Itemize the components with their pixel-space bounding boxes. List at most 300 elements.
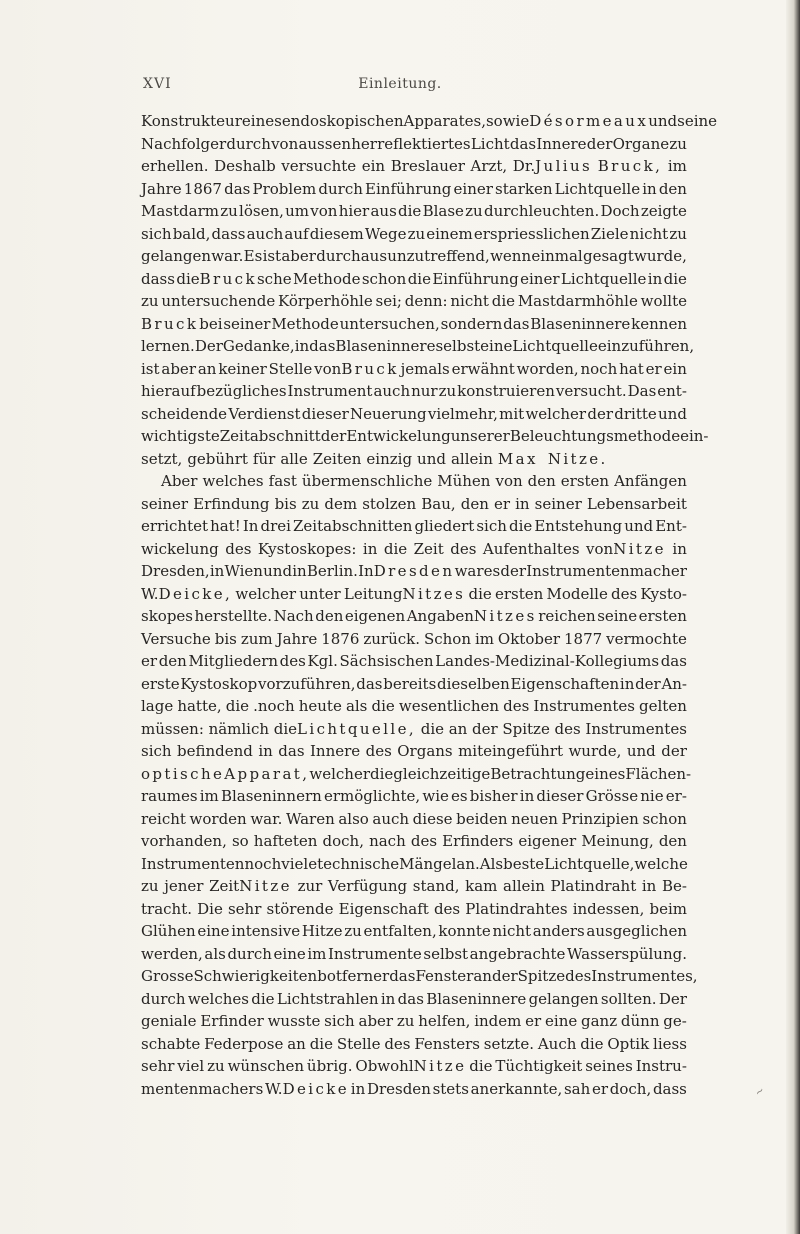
- word: scheidende: [141, 404, 228, 423]
- word: Lichtquelle: [560, 269, 647, 288]
- word: nie: [640, 787, 664, 805]
- word: des: [225, 539, 252, 558]
- word: Zeit: [209, 877, 240, 895]
- word: diesem: [309, 224, 364, 243]
- word: den: [527, 472, 556, 490]
- word: skopes: [141, 607, 193, 625]
- word: dünn: [620, 1012, 660, 1030]
- word: nicht: [629, 224, 669, 243]
- word: der: [491, 967, 518, 985]
- word: erste: [141, 674, 180, 693]
- word: Angaben: [406, 607, 474, 625]
- word: wickelung: [141, 539, 219, 558]
- word: eigener: [518, 832, 577, 850]
- word: durchleuchten.: [483, 202, 600, 220]
- word: Blaseninnern: [220, 787, 322, 805]
- word: Innere: [536, 134, 587, 153]
- word: die: [580, 1034, 604, 1053]
- word: konstruieren: [457, 382, 555, 400]
- word: liess: [653, 1034, 687, 1053]
- word: vorhanden,: [141, 832, 227, 850]
- word: wichtigste: [141, 427, 220, 445]
- word: hier: [338, 202, 370, 220]
- word: durch: [227, 944, 272, 963]
- word: in: [380, 989, 396, 1008]
- word: gelangen: [528, 989, 599, 1008]
- spaced-name-word: Deicke: [282, 1079, 350, 1098]
- text-line: [141, 178, 687, 201]
- spaced-name-word: Nitzes: [473, 607, 537, 625]
- word: Methode: [293, 269, 361, 288]
- word: untersuchende: [161, 292, 276, 310]
- word: an: [287, 1034, 306, 1053]
- word: der: [661, 742, 687, 760]
- word: Instrumentes,: [591, 967, 698, 985]
- text-line: [141, 740, 687, 763]
- word: Die: [197, 899, 223, 918]
- word: es: [451, 787, 468, 805]
- word: endoskopischen: [281, 112, 404, 130]
- word: die: [273, 719, 298, 738]
- word: welcher: [525, 404, 587, 423]
- word: Ent-: [655, 517, 687, 535]
- word: des: [611, 584, 638, 603]
- word: Kystoskopes:: [257, 539, 357, 558]
- joined-word: [358, 560, 454, 583]
- word: der: [586, 134, 613, 153]
- word: Instrumentenmacher: [526, 562, 687, 580]
- word: konnte: [438, 922, 491, 940]
- word: des: [450, 539, 477, 558]
- word: welche: [634, 854, 688, 873]
- word: dieser: [536, 787, 584, 805]
- word: Fenster: [415, 967, 474, 985]
- word: zu: [396, 1012, 415, 1030]
- word: in: [619, 674, 635, 693]
- word: gelangen: [141, 247, 212, 265]
- word: in: [294, 337, 310, 355]
- text-line: [141, 898, 687, 921]
- word: dass: [211, 224, 246, 243]
- word: zu: [301, 494, 320, 513]
- text-line: [141, 763, 692, 786]
- word: wurde,: [633, 247, 687, 265]
- word: und: [658, 404, 687, 423]
- word: den: [158, 652, 187, 670]
- text-line: [141, 403, 687, 426]
- word: zu: [207, 1057, 225, 1075]
- text-line: [141, 920, 687, 943]
- word: Optik: [607, 1034, 650, 1053]
- running-head: [0, 76, 800, 100]
- word: Dr.: [512, 157, 536, 175]
- word: Leitung: [343, 584, 403, 603]
- word: geniale: [141, 1012, 197, 1030]
- word: dass: [141, 269, 175, 288]
- word: raumes: [141, 787, 198, 805]
- word: Problem: [252, 179, 317, 198]
- text-line: [141, 695, 687, 718]
- text-line: [141, 425, 709, 448]
- word: es: [483, 562, 501, 580]
- text-line: [141, 380, 687, 403]
- word: anders: [532, 922, 585, 940]
- word: kam: [465, 877, 498, 895]
- word: dieselben: [436, 674, 510, 693]
- page-number: XVI: [143, 76, 172, 92]
- word: Verfügung: [327, 877, 408, 895]
- word: das: [224, 179, 251, 198]
- word: gebührt: [187, 449, 248, 468]
- word: gliedert: [414, 517, 475, 535]
- word: gelten: [639, 697, 687, 715]
- word: auf: [284, 224, 309, 243]
- word: die: [309, 1034, 333, 1053]
- word: das: [660, 652, 687, 670]
- word: An-: [661, 674, 687, 693]
- word: eigenen: [344, 607, 406, 625]
- word: eines: [585, 764, 626, 783]
- word: des: [433, 899, 461, 918]
- text-line: [141, 988, 687, 1011]
- word: eines: [241, 112, 282, 130]
- word: zu: [465, 202, 483, 220]
- word: reichen: [538, 607, 596, 625]
- word: die: [176, 269, 200, 288]
- word: keiner: [218, 359, 267, 378]
- word: ist: [141, 359, 160, 378]
- word: und: [626, 742, 656, 760]
- word: Modelle: [546, 584, 608, 603]
- word: Wege: [364, 224, 407, 243]
- word: Be-: [661, 877, 687, 895]
- joined-word: [314, 358, 399, 381]
- word: Arzt,: [470, 157, 508, 175]
- word: aus: [370, 202, 397, 220]
- word: Fensters: [414, 1034, 480, 1053]
- word: Waren: [285, 809, 335, 828]
- word: einer: [453, 179, 493, 198]
- word: indessen,: [572, 899, 645, 918]
- word: Jahre: [141, 179, 182, 198]
- word: Wasserspülung.: [567, 944, 687, 963]
- word: Platindrahtes: [465, 899, 568, 918]
- joined-word: [176, 268, 291, 291]
- word: als: [204, 944, 226, 963]
- word: Organe: [612, 134, 670, 153]
- word: Obwohl: [355, 1057, 414, 1075]
- word: Eigenschaften: [510, 674, 620, 693]
- word: und: [648, 112, 678, 130]
- word: doch,: [322, 832, 364, 850]
- word: Mastdarmhöhle: [517, 292, 638, 310]
- word: W.: [265, 1079, 283, 1098]
- word: Glühen: [141, 922, 196, 940]
- word: Blaseninnere: [530, 314, 631, 333]
- spaced-name-word: Lichtquelle,: [297, 719, 417, 738]
- word: viele: [281, 854, 318, 873]
- word: auch: [246, 224, 284, 243]
- word: seine: [597, 607, 638, 625]
- word: von: [271, 134, 299, 153]
- word: Deshalb: [214, 157, 276, 175]
- word: stand,: [412, 877, 460, 895]
- word: in: [209, 562, 225, 580]
- word: Instrumenten: [141, 854, 245, 873]
- word: für: [252, 449, 276, 468]
- word: in: [641, 877, 657, 895]
- word: zu: [344, 922, 362, 940]
- word: anerkannte,: [470, 1079, 563, 1098]
- word: Als: [479, 854, 504, 873]
- word: hatte,: [177, 697, 222, 715]
- word: ersten: [560, 472, 610, 490]
- word: in: [519, 787, 535, 805]
- word: erhellen.: [141, 157, 209, 175]
- joined-word: [274, 718, 416, 741]
- word: sche: [256, 269, 292, 288]
- word: Blaseninnere: [426, 989, 527, 1008]
- word: neuen: [511, 809, 558, 828]
- word: das: [356, 674, 383, 693]
- word: setzte.: [483, 1034, 534, 1053]
- text-line: [141, 1033, 687, 1056]
- word: eine: [273, 944, 306, 963]
- word: das: [309, 337, 336, 355]
- word: lösen,: [239, 202, 284, 220]
- word: miteingeführt: [458, 742, 564, 760]
- word: zu: [669, 134, 687, 153]
- spaced-name-word: Nitzes: [402, 584, 466, 603]
- word: wollte: [640, 292, 687, 310]
- word: Instru-: [635, 1057, 687, 1075]
- word: Oktober: [497, 629, 561, 648]
- word: die: [251, 989, 275, 1008]
- word: hat!: [210, 517, 241, 535]
- word: werden,: [141, 944, 203, 963]
- word: durch: [141, 989, 186, 1008]
- word: zu: [438, 382, 457, 400]
- word: Instrumentes: [533, 697, 635, 715]
- text-line: [141, 313, 687, 336]
- text-line: [141, 155, 687, 178]
- word: Schon: [423, 629, 471, 648]
- body-text: [141, 110, 718, 1100]
- word: Versuche: [141, 629, 211, 648]
- word: schon: [361, 269, 407, 288]
- word: beim: [649, 899, 687, 918]
- word: zeigte: [640, 202, 687, 220]
- word: unserer: [450, 427, 510, 445]
- spaced-name-word: Nitze: [613, 539, 666, 558]
- word: ferner: [341, 967, 390, 985]
- word: bot: [317, 967, 342, 985]
- word: reicht: [141, 809, 186, 828]
- text-line: [141, 673, 687, 696]
- word: her: [351, 134, 377, 153]
- word: die: [383, 539, 408, 558]
- page-edge-shadow: [786, 0, 800, 1234]
- word: welches: [202, 472, 264, 490]
- word: helfen,: [418, 1012, 471, 1030]
- word: bis: [214, 629, 237, 648]
- word: Lichtquelle,: [544, 854, 635, 873]
- word: Platindraht: [550, 877, 637, 895]
- word: angebrachte: [469, 944, 566, 963]
- word: vorzuführen,: [257, 674, 356, 693]
- word: alle: [280, 449, 308, 468]
- word: sowie: [485, 112, 530, 130]
- word: er: [141, 652, 158, 670]
- text-line: [141, 560, 687, 583]
- word: bezügliches: [196, 382, 287, 400]
- spaced-name-word: Bruck: [199, 269, 257, 288]
- word: stolzen: [362, 494, 417, 513]
- word: schon: [642, 809, 687, 828]
- word: sehr: [227, 899, 262, 918]
- joined-word: [209, 875, 292, 898]
- word: erspriesslichen: [473, 224, 590, 243]
- word: seine: [677, 112, 718, 130]
- word: Entstehung: [534, 517, 623, 535]
- word: tracht.: [141, 899, 192, 918]
- word: erwähnt: [451, 359, 515, 378]
- word: diese: [412, 809, 453, 828]
- word: im: [199, 787, 219, 805]
- word: war.: [250, 809, 283, 828]
- word: bei: [199, 314, 223, 333]
- word: übrig.: [306, 1057, 353, 1075]
- text-line: [141, 1078, 687, 1101]
- word: Berlin.: [306, 562, 358, 580]
- word: als: [345, 697, 368, 715]
- word: Tüchtigkeit: [495, 1057, 583, 1075]
- word: des: [565, 967, 592, 985]
- word: in: [362, 539, 378, 558]
- word: wenn: [490, 247, 532, 265]
- word: den: [658, 832, 687, 850]
- word: Grösse: [585, 787, 639, 805]
- word: an: [197, 359, 217, 378]
- word: war: [454, 562, 484, 580]
- word: ersten: [638, 607, 687, 625]
- word: Mühen: [437, 472, 491, 490]
- word: dritte: [614, 404, 657, 423]
- joined-word: [407, 605, 537, 628]
- word: welcher: [235, 584, 297, 603]
- word: untersuchen,: [339, 314, 440, 333]
- word: im: [474, 629, 494, 648]
- word: ersten: [494, 584, 544, 603]
- word: einzuführen,: [597, 337, 695, 355]
- word: Blaseninnere: [335, 337, 436, 355]
- word: des: [503, 697, 530, 715]
- word: der: [500, 562, 527, 580]
- spaced-name-word: Dresden: [373, 562, 455, 580]
- text-line: [141, 538, 687, 561]
- word: setzt,: [141, 449, 183, 468]
- word: technische: [317, 854, 400, 873]
- word: ent-: [657, 382, 687, 400]
- text-line: [141, 358, 687, 381]
- word: Blase: [422, 202, 464, 220]
- word: übermenschliche: [301, 472, 433, 490]
- word: Zeit: [413, 539, 444, 558]
- text-line: [141, 853, 687, 876]
- word: Mitgliedern: [188, 652, 279, 670]
- word: ermöglichte,: [323, 787, 421, 805]
- word: sollten.: [600, 989, 657, 1008]
- word: also: [338, 809, 369, 828]
- word: Meinung,: [581, 832, 654, 850]
- word: im: [307, 944, 327, 963]
- word: Federpose: [204, 1034, 284, 1053]
- word: dem: [324, 494, 358, 513]
- margin-mark: ~: [751, 1083, 768, 1100]
- text-line: [141, 268, 687, 291]
- word: bald,: [172, 224, 211, 243]
- word: Mastdarm: [141, 202, 219, 220]
- word: heute: [298, 697, 342, 715]
- word: an: [448, 719, 468, 738]
- word: er: [493, 494, 511, 513]
- text-line: [141, 448, 687, 471]
- word: 1867: [183, 179, 222, 198]
- spaced-name-word: Bruck,: [597, 157, 663, 175]
- word: vermochte: [606, 629, 687, 648]
- word: viel: [177, 1057, 205, 1075]
- spaced-name-word: Max: [497, 449, 538, 468]
- word: eine: [545, 1012, 578, 1030]
- text-line: [141, 605, 687, 628]
- word: herstellte.: [194, 607, 273, 625]
- word: mentenmachers: [141, 1079, 264, 1098]
- word: Einführung: [365, 179, 452, 198]
- word: Ziele: [590, 224, 629, 243]
- word: wurde,: [568, 742, 622, 760]
- word: an: [473, 967, 492, 985]
- word: die: [491, 292, 516, 310]
- word: Lichtstrahlen: [276, 989, 379, 1008]
- word: an.: [456, 854, 480, 873]
- joined-word: [355, 1055, 466, 1078]
- word: jemals: [400, 359, 450, 378]
- text-line: [141, 965, 698, 988]
- word: und: [263, 562, 293, 580]
- joined-word: [141, 583, 232, 606]
- word: allein: [503, 877, 545, 895]
- spaced-name-word: Bruck: [141, 314, 199, 333]
- word: 1877: [563, 629, 603, 648]
- word: nämlich: [208, 719, 270, 738]
- word: Instrumente: [327, 944, 422, 963]
- word: sehr: [141, 1057, 175, 1075]
- text-line: [141, 808, 687, 831]
- word: sich: [324, 1012, 355, 1030]
- text-line: [141, 583, 687, 606]
- word: bis: [274, 494, 297, 513]
- word: Kgl.: [307, 652, 338, 670]
- word: beiden: [456, 809, 508, 828]
- word: in: [515, 494, 530, 513]
- word: noch: [244, 854, 282, 873]
- text-line: [141, 1010, 687, 1033]
- joined-word: [451, 448, 543, 471]
- word: Kysto-: [640, 584, 687, 603]
- joined-word: [586, 538, 666, 561]
- text-line: [141, 223, 687, 246]
- word: Eigenschaft: [338, 899, 429, 918]
